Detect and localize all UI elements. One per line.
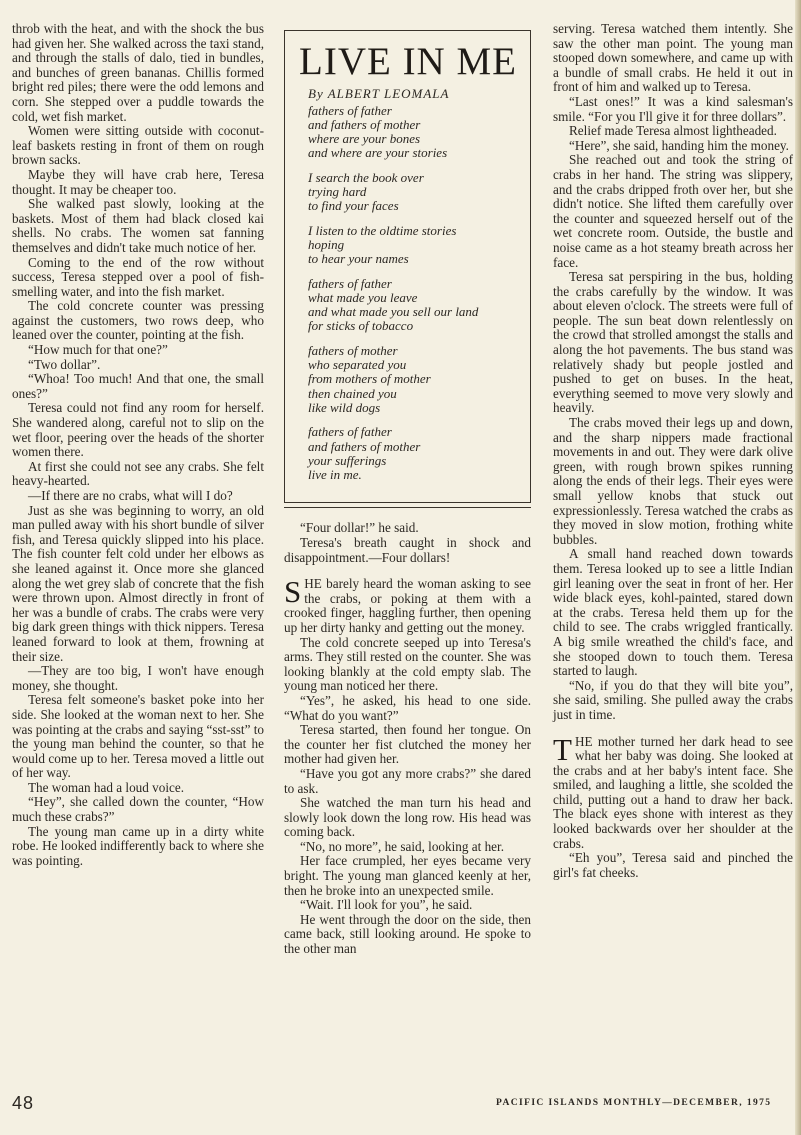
poem-line: hoping [308, 236, 345, 252]
poem-line: like wild dogs [308, 399, 381, 415]
paragraph: Coming to the end of the row without success, Teresa stepped over a pool of fish-smelling water, and into the fish market. [12, 254, 264, 299]
paragraph: Maybe they will have crab here, Teresa thought. It may be cheaper too. [12, 166, 264, 197]
column-1-text [12, 22, 264, 868]
poem-line: fathers of mother [308, 342, 398, 358]
paragraph: —If there are no crabs, what will I do? [28, 488, 233, 503]
column-2-text-continued [284, 636, 531, 957]
drop-cap-paragraph-text: HE barely heard the woman asking to see the crabs, or poking at them with a crooked finger, haggling further, then opening up her dirty hanky and getting out the money. [284, 576, 531, 635]
poem-title: LIVE IN ME [299, 40, 517, 83]
poem-line: your sufferings [308, 452, 387, 468]
paragraph: “Have you got any more crabs?” she dared to ask. [284, 765, 531, 796]
paragraph: The crabs moved their legs up and down, and the sharp nippers made fractional movements in and out. They were dark olive green, with rough brown spikes running along the ends of their legs. Their eyes were small yellow knobs that stuck out expressionlessly. Teresa watched the crabs as they moved in slow motion, frothing white bubbles. [553, 415, 793, 547]
poem-line: fathers of father [308, 102, 392, 118]
paragraph: A small hand reached down towards them. Teresa looked up to see a little Indian girl leaning over the seat in front of her. Her wide black eyes, kohl-painted, stared down at the crabs. Teresa held them up for the child to see. The crabs wriggled frantically. A big smile wreathed the child's face, and she stooped down to touch them. Teresa started to laugh. [553, 546, 793, 679]
paragraph: At first she could not see any crabs. She felt heavy-hearted. [12, 458, 264, 489]
paragraph: The woman had a loud voice. [28, 779, 185, 795]
poem-line: and fathers of mother [308, 116, 421, 132]
poem-line: what made you leave [308, 289, 418, 305]
paragraph: “Wait. I'll look for you”, he said. [300, 897, 473, 913]
page-edge [795, 0, 801, 1135]
poem-stanza [308, 224, 522, 267]
paragraph: “Last ones!” It was a kind salesman's smile. “For you I'll give it for three dollars”. [553, 93, 793, 124]
drop-cap: S [284, 574, 302, 610]
drop-cap: T [553, 731, 572, 767]
drop-cap-paragraph-text: HE mother turned her dark head to see what her baby was doing. She looked at the crabs and at her baby's intent face. She smiled, and laughing a little, she scolded the child, putting out a hand to draw her back. The black eyes shone with interest as they looked backwards over her shoulder at the crabs. [553, 733, 793, 851]
poem-line: I listen to the oldtime stories [308, 222, 457, 238]
poem-stanza [308, 425, 522, 482]
column-3-text [553, 22, 793, 723]
paragraph: Just as she was beginning to worry, an old man pulled away with his short bundle of silver fish, and Teresa quickly slipped into his place. The fish counter felt cold under her elbows as she leaned against it. Once more she glanced along the wet grey slab of concrete that the fish were thrown upon. Almost directly in front of her was a bundle of crabs. The crabs were very big dark green things with thick nippers. Teresa leaned forward to look at them, frowning at their size. [12, 502, 264, 664]
paragraph: She walked past slowly, looking at the baskets. Most of them had black closed kai shells. No crabs. The women sat fanning themselves and didn't take much notice of her. [12, 196, 264, 255]
poem-line: and where are your stories [308, 145, 448, 161]
paragraph: Teresa started, then found her tongue. On the counter her fist clutched the money her mother had given her. [284, 722, 531, 767]
paragraph: She reached out and took the string of crabs in her hand. The string was slippery, and the crabs dripped froth over her, but she didn't notice. She lifted them carefully over the counter and squeezed herself out of the wet concrete room. Outside, the bustle and noise came as a hot steamy breath across her face. [553, 152, 793, 270]
poem-line: where are your bones [308, 131, 421, 147]
paragraph: The cold concrete seeped up into Teresa's arms. They still rested on the counter. She was looking blankly at the cold empty slab. The young man noticed her there. [284, 634, 531, 694]
paragraph: —They are too big, I won't have enough money, she thought. [12, 663, 264, 693]
poem-author: By ALBERT LEOMALA [308, 86, 450, 101]
poem-line: for sticks of tobacco [308, 318, 414, 334]
poem-stanza [308, 104, 522, 161]
paragraph: “Eh you”, Teresa said and pinched the girl's fat cheeks. [553, 850, 793, 880]
section-break-paragraph [553, 731, 793, 852]
paragraph: Women were sitting outside with coconut-leaf baskets resting in front of them on rough brown sacks. [12, 123, 264, 168]
poem-line: fathers of father [308, 424, 392, 440]
paragraph: serving. Teresa watched them intently. She saw the other man point. The young man stooped down somewhere, and came up with a bundle of small crabs. He held it out in front of him and walked up to Teresa. [553, 21, 793, 95]
column-2-text [284, 521, 531, 565]
poem-line: to hear your names [308, 251, 409, 267]
poem-line: then chained you [308, 385, 397, 401]
column-2 [284, 30, 531, 957]
poem-line: and fathers of mother [308, 438, 421, 454]
paragraph: “Four dollar!” he said. [300, 520, 419, 536]
paragraph: The young man came up in a dirty white robe. He looked indifferently back to where she was pointing. [12, 823, 264, 868]
paragraph: Relief made Teresa almost lightheaded. [569, 123, 777, 139]
poem-line: to find your faces [308, 198, 399, 214]
poem-line: who separated you [308, 357, 407, 373]
paragraph: “Here”, she said, handing him the money. [569, 137, 789, 153]
paragraph: She watched the man turn his head and slowly look down the long row. His head was coming back. [284, 795, 531, 840]
poem-box [284, 30, 531, 503]
magazine-footer: PACIFIC ISLANDS MONTHLY—DECEMBER, 1975 [496, 1098, 772, 1108]
paragraph: Teresa sat perspiring in the bus, holding the crabs carefully by the window. It was about eleven o'clock. The streets were full of people. The sun beat down relentlessly on the crowd that strolled amongst the stalls and along the hot pavements. The bus stand was relatively shady but people jostled and pushed to get on buses. In the heat, everything seemed to move very slowly and heavily. [553, 269, 793, 416]
poem-stanzas [294, 104, 522, 483]
paragraph: “Two dollar”. [28, 356, 101, 372]
paragraph: The cold concrete counter was pressing against the customers, two rows deep, who leaned over the counter, pointing at the fish. [12, 298, 264, 343]
paragraph: He went through the door on the side, then came back, still looking around. He spoke to the other man [284, 911, 531, 957]
paragraph: “No, if you do that they will bite you”, she said, smiling. She pulled away the crabs just in time. [553, 677, 793, 722]
paragraph: Her face crumpled, her eyes became very bright. The young man glanced keenly at her, then he broke into an unexpected smile. [284, 853, 531, 898]
paragraph: “How much for that one?” [28, 342, 168, 358]
column-3-text-continued [553, 851, 793, 880]
poem-line: from mothers of mother [308, 371, 431, 387]
page-number: 48 [12, 1093, 35, 1113]
paragraph: “No, no more”, he said, looking at her. [300, 838, 504, 854]
poem-line: trying hard [308, 184, 367, 200]
poem-line: live in me. [308, 467, 362, 483]
poem-line: and what made you sell our land [308, 304, 479, 320]
poem-line: I search the book over [308, 169, 424, 185]
paragraph: “Hey”, she called down the counter, “How much these crabs?” [12, 794, 264, 825]
poem-stanza [308, 344, 522, 415]
paragraph: Teresa could not find any room for herself. She wandered along, careful not to slip on the wet floor, peering over the heads of the shorter women there. [12, 400, 264, 460]
poem-line: fathers of father [308, 275, 392, 291]
paragraph: “Yes”, he asked, his head to one side. “What do you want?” [284, 692, 531, 723]
poem-stanza [308, 171, 522, 214]
column-1 [12, 22, 264, 868]
paragraph: throb with the heat, and with the shock the bus had given her. She walked across the taxi stand, and through the stalls of dalo, tied in bundles, and bunches of green bananas. Chillis formed bright red piles; there were the odd lemons and corn. She stepped over a puddle towards the cold, wet fish market. [12, 21, 264, 124]
paragraph: “Whoa! Too much! And that one, the small ones?” [12, 371, 264, 401]
column-3 [553, 22, 793, 880]
paragraph: Teresa's breath caught in shock and disappointment.—Four dollars! [284, 535, 531, 565]
section-break-paragraph [284, 574, 531, 635]
poem-stanza [308, 277, 522, 334]
paragraph: Teresa felt someone's basket poke into her side. She looked at the woman next to her. She was pointing at the crabs and saying “sst-sst” to the young man behind the counter, so that he would come up to her. Teresa moved a little out of her way. [12, 692, 264, 781]
